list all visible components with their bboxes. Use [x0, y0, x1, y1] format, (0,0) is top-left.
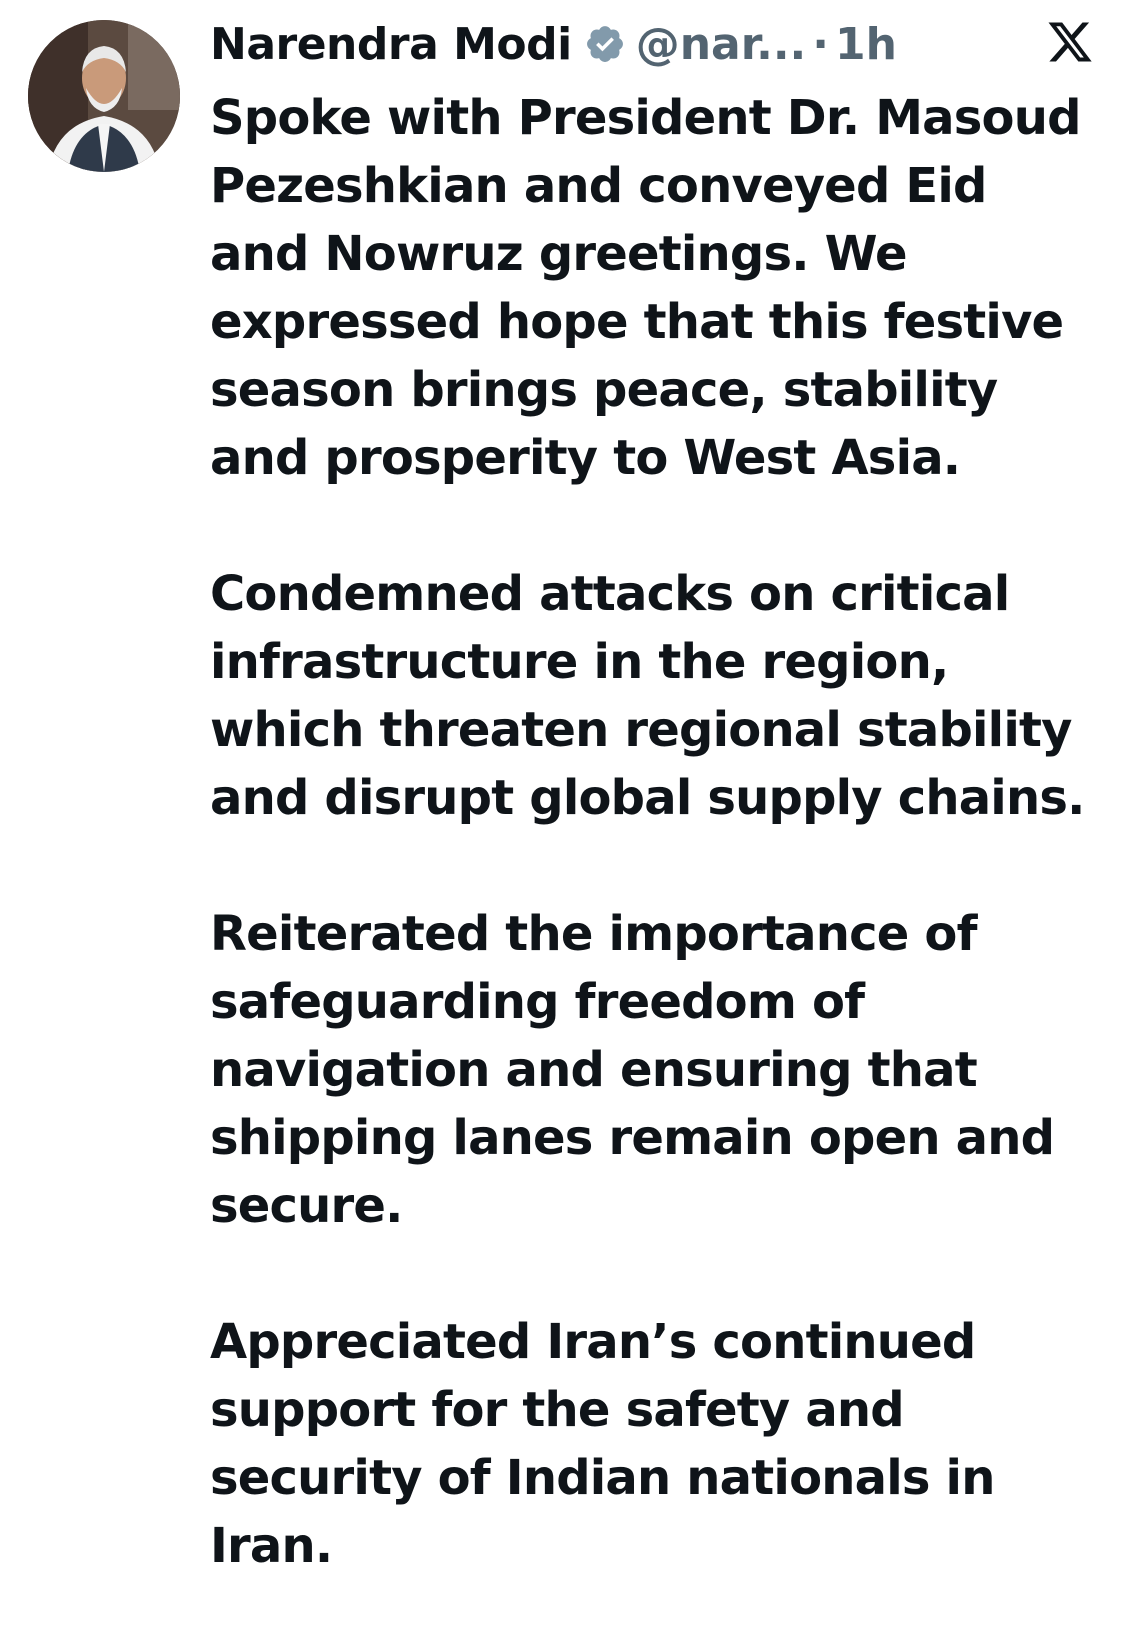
- x-logo-icon: [1046, 18, 1094, 66]
- tweet-header: [210, 12, 897, 76]
- author-handle[interactable]: @nar...: [635, 18, 807, 70]
- avatar[interactable]: [28, 20, 180, 172]
- tweet-paragraph: Condemned attacks on critical infrastructure in the region, which threaten regional stability and disrupt global supply chains.: [210, 566, 1085, 826]
- author-name[interactable]: Narendra Modi: [210, 18, 572, 70]
- tweet-paragraph: Spoke with President Dr. Masoud Pezeshkian and conveyed Eid and Nowruz greetings. We expressed hope that this festive season brings peace, stability and prosperity to West Asia.: [210, 90, 1081, 486]
- tweet-paragraph: Appreciated Iran’s continued support for the safety and security of Indian nationals in Iran.: [210, 1314, 995, 1574]
- tweet-body: [210, 84, 1090, 1648]
- tweet-paragraph: Reiterated the importance of safeguarding freedom of navigation and ensuring that shipping lanes remain open and secure.: [210, 906, 1055, 1234]
- avatar-portrait-icon: [28, 20, 180, 172]
- timestamp[interactable]: 1h: [835, 18, 897, 70]
- verified-badge-icon: [584, 23, 626, 65]
- separator-dot: ·: [812, 18, 829, 70]
